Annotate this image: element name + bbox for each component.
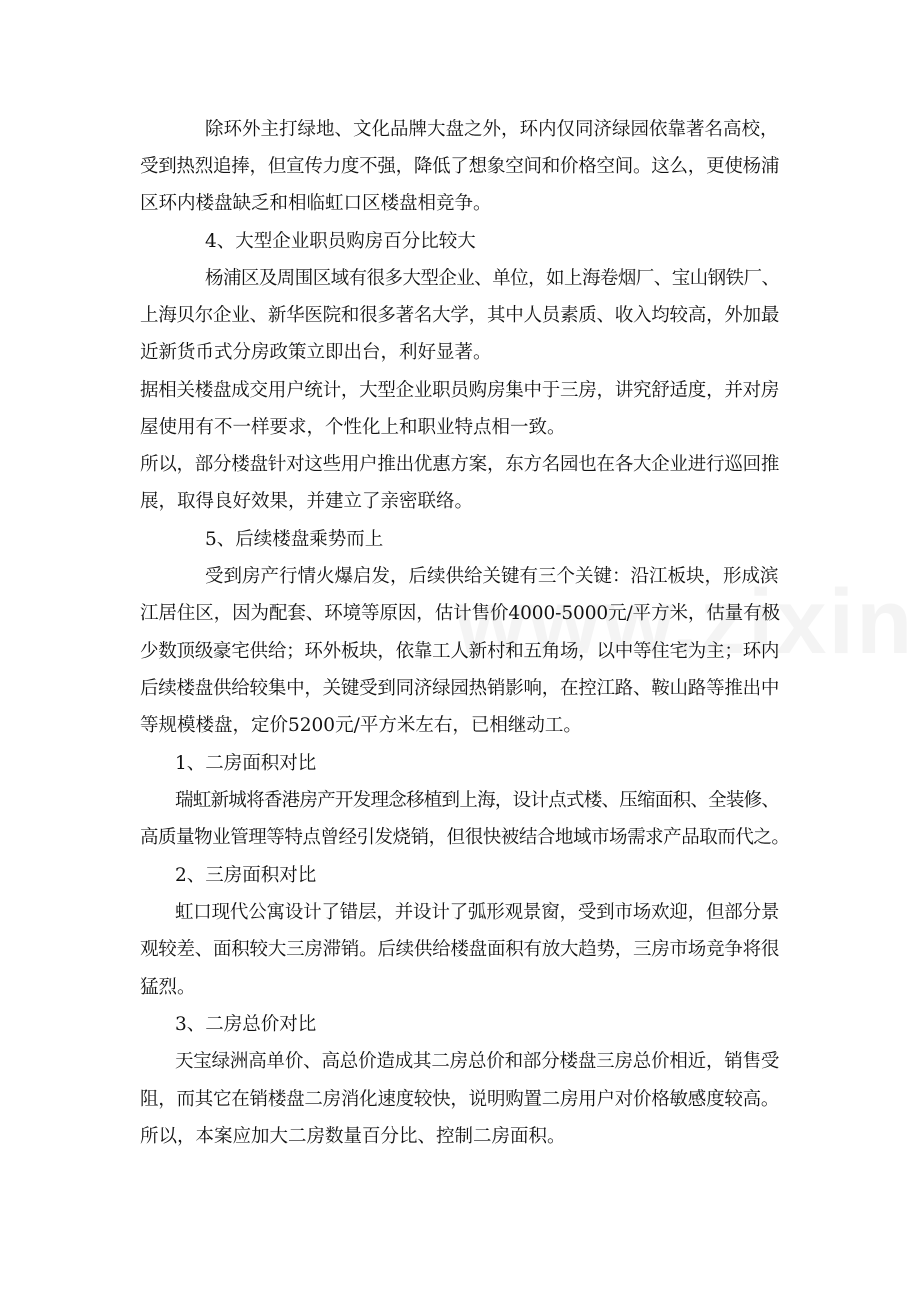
paragraph-line: 阻，而其它在销楼盘二房消化速度较快，说明购置二房用户对价格敏感度较高。 [140,1089,780,1110]
section-heading: 3、二房总价对比 [175,1014,317,1035]
paragraph-line: 所以，部分楼盘针对这些用户推出优惠方案，东方名园也在各大企业进行巡回推 [140,454,780,475]
paragraph-line: 等规模楼盘，定价5200元/平方米左右，已相继动工。 [140,715,582,736]
paragraph-line: 高质量物业管理等特点曾经引发烧销，但很快被结合地域市场需求产品取而代之。 [140,827,790,848]
paragraph-line: 猛烈。 [140,977,196,998]
paragraph-line: 展，取得良好效果，并建立了亲密联络。 [140,491,474,512]
paragraph-line: 据相关楼盘成交用户统计，大型企业职员购房集中于三房，讲究舒适度，并对房 [140,380,780,401]
paragraph-line: 受到热烈追捧，但宣传力度不强，降低了想象空间和价格空间。这么，更使杨浦 [140,156,780,177]
paragraph-line: 除环外主打绿地、文化品牌大盘之外，环内仅同济绿园依靠著名高校， [205,119,779,140]
paragraph-line: 少数顶级豪宅供给；环外板块，依靠工人新村和五角场，以中等住宅为主；环内 [140,641,780,662]
paragraph-line: 近新货币式分房政策立即出台，利好显著。 [140,342,492,363]
section-heading: 2、三房面积对比 [175,865,317,886]
paragraph-line: 江居住区，因为配套、环境等原因，估计售价4000-5000元/平方米，估量有极 [140,603,781,624]
paragraph-line: 上海贝尔企业、新华医院和很多著名大学，其中人员素质、收入均较高，外加最 [140,305,780,326]
paragraph-line: 受到房产行情火爆启发，后续供给关键有三个关键：沿江板块，形成滨 [205,566,779,587]
paragraph-line: 后续楼盘供给较集中，关键受到同济绿园热销影响，在控江路、鞍山路等推出中 [140,678,780,699]
paragraph-line: 观较差、面积较大三房滞销。后续供给楼盘面积有放大趋势，三房市场竞争将很 [140,939,780,960]
paragraph-line: 天宝绿洲高单价、高总价造成其二房总价和部分楼盘三房总价相近，销售受 [175,1051,780,1072]
section-heading: 5、后续楼盘乘势而上 [205,529,384,550]
section-heading: 1、二房面积对比 [175,753,317,774]
paragraph-line: 区环内楼盘缺乏和相临虹口区楼盘相竞争。 [140,193,492,214]
paragraph-line: 瑞虹新城将香港房产开发理念移植到上海，设计点式楼、压缩面积、全装修、 [175,790,780,811]
paragraph-line: 杨浦区及周围区域有很多大型企业、单位，如上海卷烟厂、宝山钢铁厂、 [205,268,780,289]
section-heading: 4、大型企业职员购房百分比较大 [205,231,476,252]
paragraph-line: 虹口现代公寓设计了错层，并设计了弧形观景窗，受到市场欢迎，但部分景 [175,902,780,923]
paragraph-line: 所以，本案应加大二房数量百分比、控制二房面积。 [140,1126,566,1147]
paragraph-line: 屋使用有不一样要求，个性化上和职业特点相一致。 [140,417,566,438]
